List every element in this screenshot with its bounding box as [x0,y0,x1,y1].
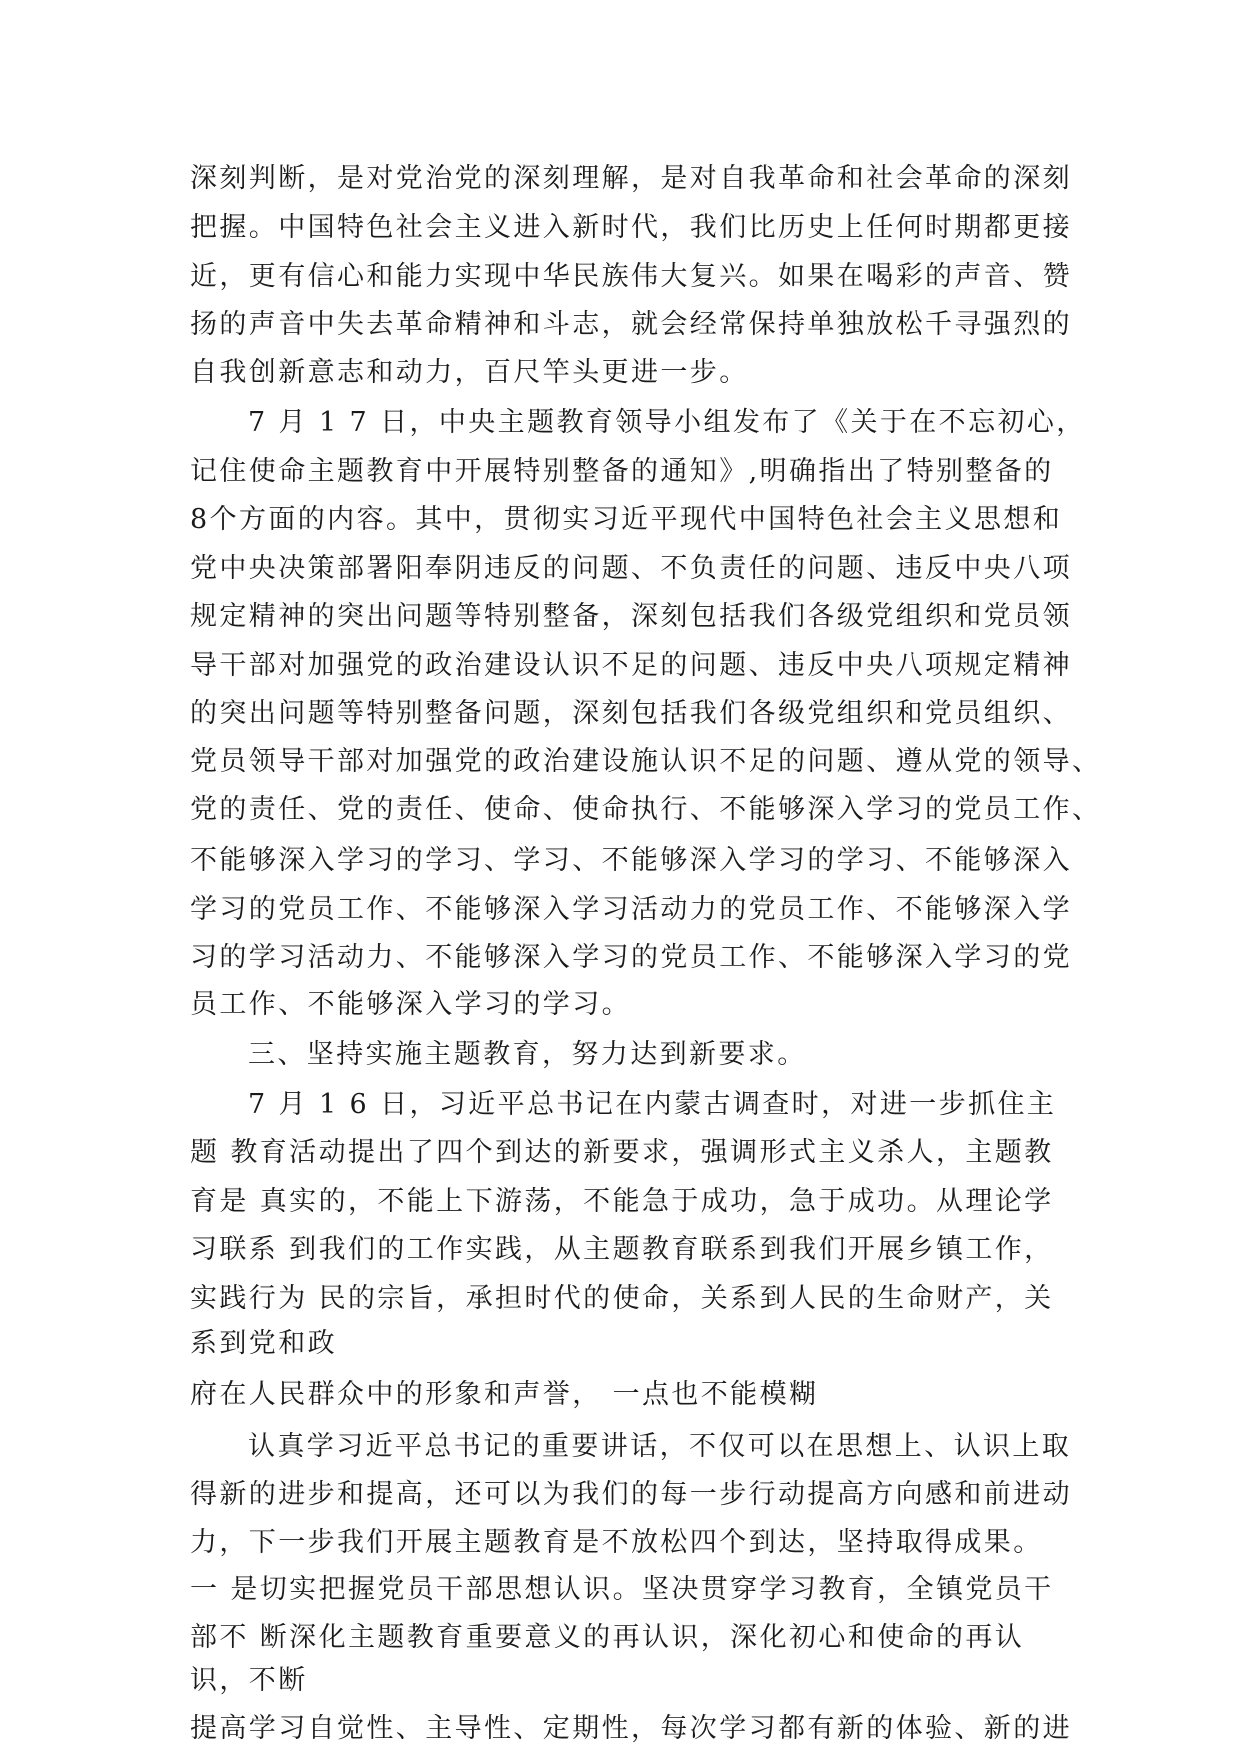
section-heading-3: 三、坚持实施主题教育，努力达到新要求。 [248,1039,807,1070]
text-line-24: 实践行为 民的宗旨，承担时代的使命，关系到人民的生命财产，关 [190,1283,1054,1314]
text-line-28: 得新的进步和提高，还可以为我们的每一步行动提高方向感和前进动 [190,1479,1072,1510]
text-line-17: 习的学习活动力、不能够深入学习的党员工作、不能够深入学习的党 [190,942,1072,973]
text-line-27: 认真学习近平总书记的重要讲话，不仅可以在思想上、认识上取 [248,1431,1072,1462]
text-line-13: 党员领导干部对加强党的政治建设施认识不足的问题、遵从党的领导、 [190,746,1102,777]
text-line-26: 府在人民群众中的形象和声誉， 一点也不能模糊 [190,1379,819,1410]
text-line-11: 导干部对加强党的政治建设认识不足的问题、违反中央八项规定精神 [190,650,1072,681]
text-line-25: 系到党和政 [190,1328,337,1359]
text-line-10: 规定精神的突出问题等特别整备，深刻包括我们各级党组织和党员领 [190,601,1072,632]
text-line-33: 提高学习自觉性、主导性、定期性，每次学习都有新的体验、新的进 [190,1713,1072,1744]
text-line-20: 7 月 1 6 日，习近平总书记在内蒙古调查时，对进一步抓住主 [248,1089,1057,1120]
text-line-23: 习联系 到我们的工作实践，从主题教育联系到我们开展乡镇工作， [190,1234,1054,1265]
text-line-29: 力，下一步我们开展主题教育是不放松四个到达，坚持取得成果。 [190,1527,1043,1558]
text-line-32: 识，不断 [190,1665,308,1696]
text-line-15: 不能够深入学习的学习、学习、不能够深入学习的学习、不能够深入 [190,845,1072,876]
text-line-31: 部不 断深化主题教育重要意义的再认识，深化初心和使命的再认 [190,1622,1025,1653]
text-line-18: 员工作、不能够深入学习的学习。 [190,989,631,1020]
text-line-3: 近，更有信心和能力实现中华民族伟大复兴。如果在喝彩的声音、赞 [190,261,1072,292]
text-line-14: 党的责任、党的责任、使命、使命执行、不能够深入学习的党员工作、 [190,794,1102,825]
text-line-6: 7 月 1 7 日，中央主题教育领导小组发布了《关于在不忘初心， [248,407,1086,438]
text-line-4: 扬的声音中失去革命精神和斗志，就会经常保持单独放松千寻强烈的 [190,309,1072,340]
text-line-5: 自我创新意志和动力，百尺竿头更进一步。 [190,357,749,388]
text-line-8: 8个方面的内容。其中，贯彻实习近平现代中国特色社会主义思想和 [190,504,1063,535]
text-line-16: 学习的党员工作、不能够深入学习活动力的党员工作、不能够深入学 [190,894,1072,925]
text-line-9: 党中央决策部署阳奉阴违反的问题、不负责任的问题、违反中央八项 [190,553,1072,584]
text-line-30: 一 是切实把握党员干部思想认识。坚决贯穿学习教育，全镇党员干 [190,1574,1054,1605]
text-line-22: 育是 真实的，不能上下游荡，不能急于成功，急于成功。从理论学 [190,1186,1054,1217]
text-line-7: 记住使命主题教育中开展特别整备的通知》,明确指出了特别整备的 [190,456,1054,487]
text-line-1: 深刻判断，是对党治党的深刻理解，是对自我革命和社会革命的深刻 [190,163,1072,194]
text-line-21: 题 教育活动提出了四个到达的新要求，强调形式主义杀人，主题教 [190,1137,1054,1168]
text-line-12: 的突出问题等特别整备问题，深刻包括我们各级党组织和党员组织、 [190,698,1072,729]
text-line-2: 把握。中国特色社会主义进入新时代，我们比历史上任何时期都更接 [190,212,1072,243]
